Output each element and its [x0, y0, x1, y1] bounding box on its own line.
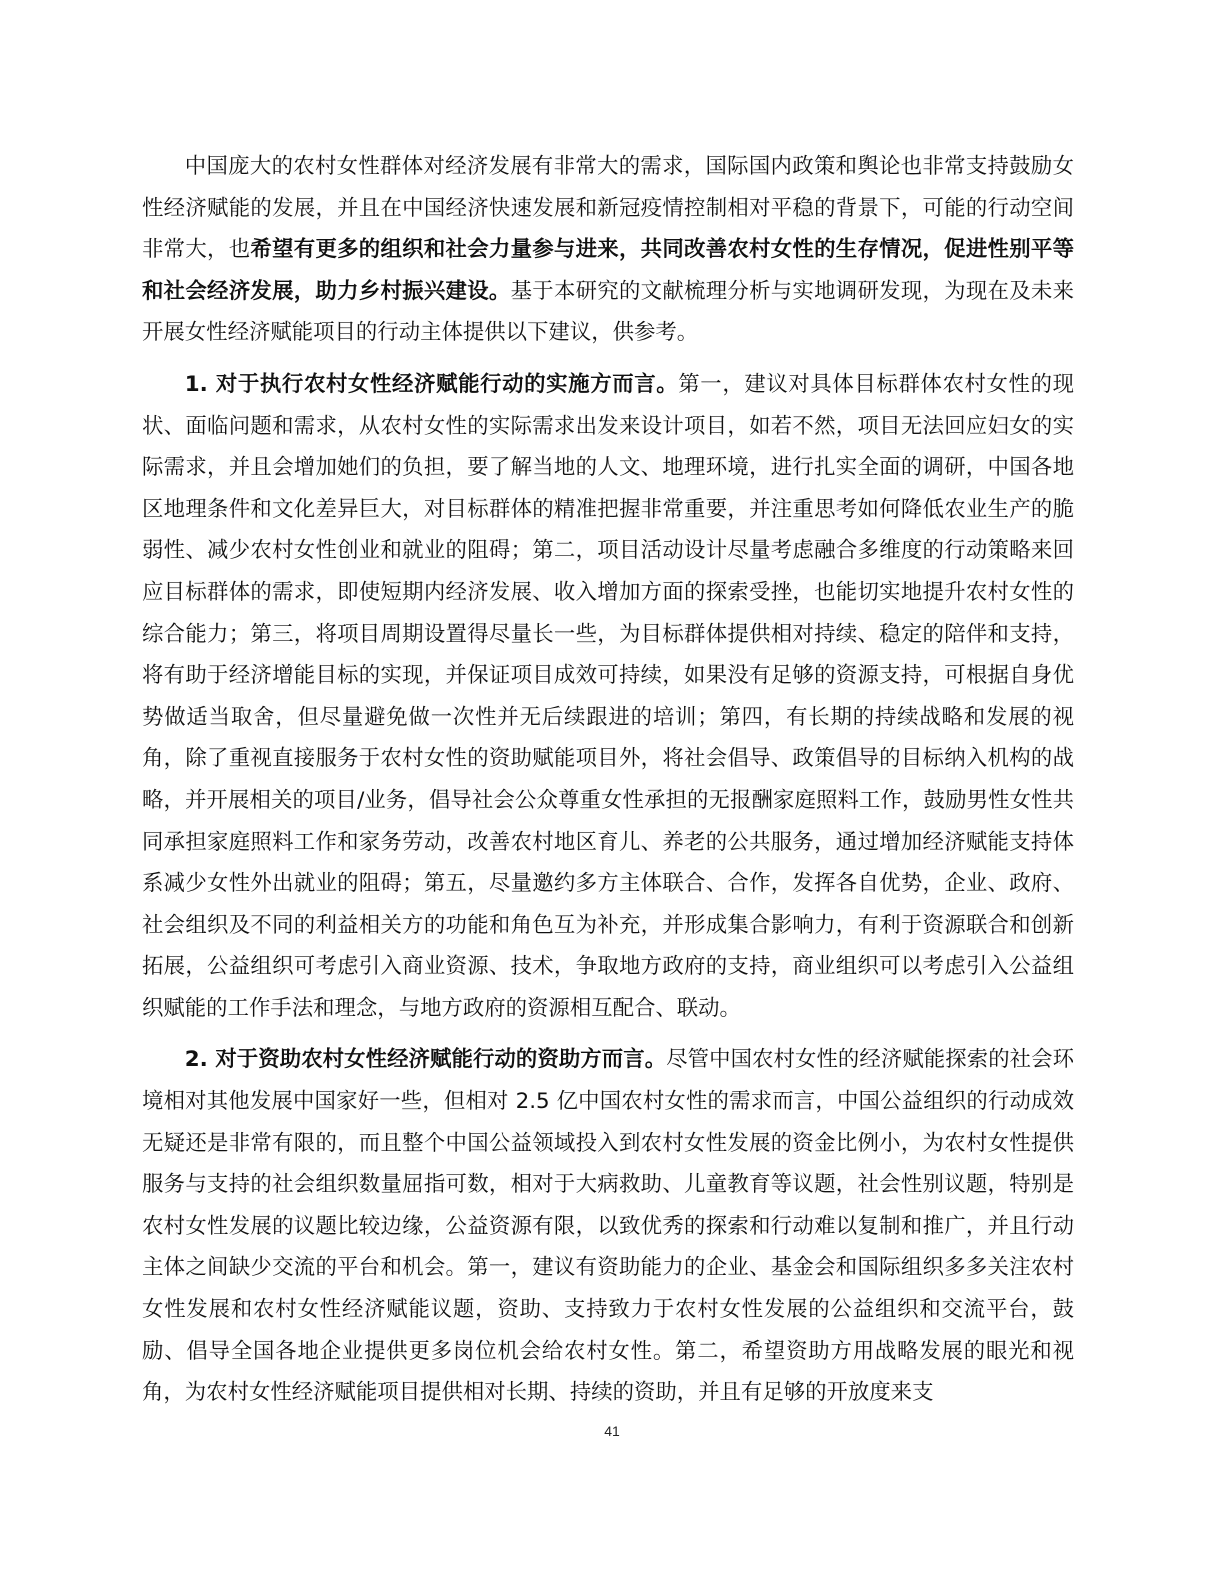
text-run: 第一，建议对具体目标群体农村女性的现状、面临问题和需求，从农村女性的实际需求出发来设计项目，如若不然，项目无法回应妇女的实际需求，并且会增加她们的负担，要了解当地的人文、地理环境，进行扎实全面的调研，中国各地区地理条件和文化差异巨大，对目标群体的精准把握非常重要，并注重思考如何降低农业生产的脆弱性、减少农村女性创业和就业的阻碍；第二，项目活动设计尽量考虑融合多维度的行动策略来回应目标群体的需求，即使短期内经济发展、收入增加方面的探索受挫，也能切实地提升农村女性的综合能力；第三，将项目周期设置得尽量长一些，为目标群体提供相对持续、稳定的陪伴和支持，将有助于经济增能目标的实现，并保证项目成效可持续，如果没有足够的资源支持，可根据自身优势做适当取舍，但尽量避免做一次性并无后续跟进的培训；第四，有长期的持续战略和发展的视角，除了重视直接服务于农村女性的资助赋能项目外，将社会倡导、政策倡导的目标纳入机构的战略，并开展相关的项目/业务，倡导社会公众尊重女性承担的无报酬家庭照料工作，鼓励男性女性共同承担家庭照料工作和家务劳动，改善农村地区育儿、养老的公共服务，通过增加经济赋能支持体系减少女性外出就业的阻碍；第五，尽量邀约多方主体联合、合作，发挥各自优势，企业、政府、社会组织及不同的利益相关方的功能和角色互为补充，并形成集合影响力，有利于资源联合和创新拓展，公益组织可考虑引入商业资源、技术，争取地方政府的支持，商业组织可以考虑引入公益组织赋能的工作手法和理念，与地方政府的资源相互配合、联动。 [142, 371, 1074, 1021]
text-run-bold: 2. 对于资助农村女性经济赋能行动的资助方而言。 [184, 1047, 667, 1073]
paragraph-implementers [142, 364, 1074, 1030]
text-run: 尽管中国农村女性的经济赋能探索的社会环境相对其他发展中国家好一些，但相对 2.5 亿中国农村女性的需求而言，中国公益组织的行动成效无疑还是非常有限的，而且整个中国公益领域投入到农村女性发展的资金比例小，为农村女性提供服务与支持的社会组织数量屈指可数，相对于大病救助、儿童教育等议题，社会性别议题，特别是农村女性发展的议题比较边缘，公益资源有限，以致优秀的探索和行动难以复制和推广，并且行动主体之间缺少交流的平台和机会。第一，建议有资助能力的企业、基金会和国际组织多多关注农村女性发展和农村女性经济赋能议题，资助、支持致力于农村女性发展的公益组织和交流平台，鼓励、倡导全国各地企业提供更多岗位机会给农村女性。第二，希望资助方用战略发展的眼光和视角，为农村女性经济赋能项目提供相对长期、持续的资助，并且有足够的开放度来支 [142, 1047, 1074, 1406]
text-run-bold: 1. 对于执行农村女性经济赋能行动的实施方而言。 [184, 371, 679, 397]
text-run: 中国庞大的农村女性群体对经济发展有非常大的需求，国际国内政策和舆论也非常支持鼓励女性经济赋能的发展，并且在中国经济快速发展和新冠疫情控制相对平稳的背景下，可能的行动空间非常大，也 [142, 154, 1074, 263]
text-run-bold: 希望有更多的组织和社会力量参与进来，共同改善农村女性的生存情况，促进性别平等和社会经济发展，助力乡村振兴建设。 [142, 237, 1074, 304]
page-number: 41 [604, 1423, 620, 1439]
text-run: 基于本研究的文献梳理分析与实地调研发现，为现在及未来开展女性经济赋能项目的行动主体提供以下建议，供参考。 [142, 278, 1074, 346]
paragraph-funders [142, 1039, 1074, 1413]
document-body [142, 146, 1074, 1414]
paragraph-intro [142, 146, 1074, 354]
